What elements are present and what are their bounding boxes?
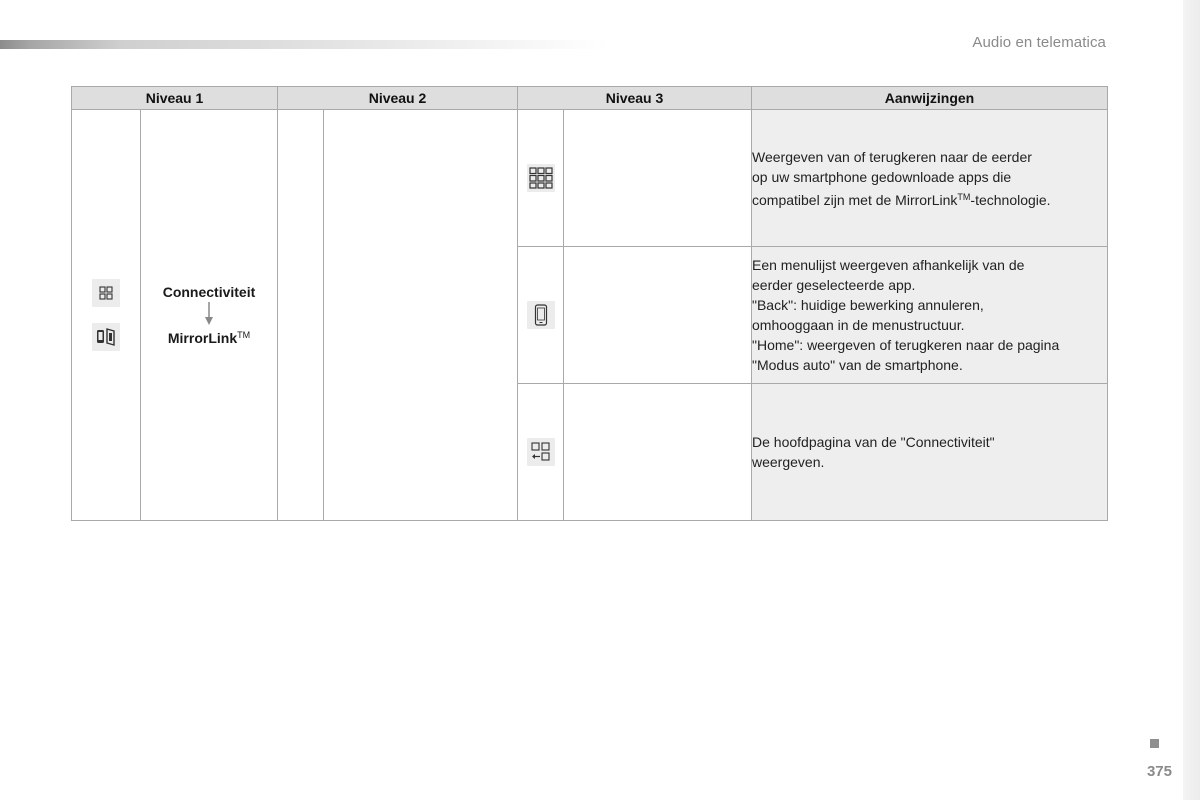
note-line: "Modus auto" van de smartphone. [752, 357, 963, 373]
level2-label-cell [324, 110, 518, 521]
smartphone-icon [527, 301, 555, 329]
note-line: eerder geselecteerde app. [752, 277, 916, 293]
header-aanwijzingen: Aanwijzingen [752, 87, 1108, 110]
level1-label-cell [141, 110, 278, 521]
note-line: Een menulijst weergeven afhankelijk van de [752, 257, 1025, 273]
page-edge-shade [1183, 0, 1200, 800]
trademark-mark: TM [237, 330, 251, 340]
mirrorlink-text: MirrorLink [167, 330, 238, 346]
note-cell [752, 384, 1108, 521]
level3-icon-cell [518, 384, 564, 521]
note-line: De hoofdpagina van de "Connectiviteit" [752, 434, 995, 450]
connectivity-home-icon [527, 438, 555, 466]
note-line: omhooggaan in de menustructuur. [752, 317, 965, 333]
level2-icon-cell [278, 110, 324, 521]
header-decorative-bar [0, 40, 610, 49]
table-row [72, 110, 1108, 247]
header-niveau-3: Niveau 3 [518, 87, 752, 110]
note-text: compatibel zijn met de MirrorLink [752, 191, 958, 208]
connectiviteit-label: Connectiviteit [162, 284, 256, 300]
note-cell [752, 247, 1108, 384]
menu-table [71, 86, 1108, 521]
page-number: 375 [1146, 763, 1172, 780]
note-line: "Home": weergeven of terugkeren naar de pagina [752, 337, 1060, 353]
mirrorlink-label [141, 330, 277, 346]
page-section-title: Audio en telematica [972, 34, 1106, 51]
note-text-tail: -technologie. [970, 191, 1051, 208]
level3-icon-cell [518, 110, 564, 247]
mirrorlink-phone-icon [92, 323, 120, 351]
table-header-row [72, 87, 1108, 110]
header-niveau-2: Niveau 2 [278, 87, 518, 110]
apps-grid-icon [527, 164, 555, 192]
connectivity-grid-icon [92, 279, 120, 307]
note-cell [752, 110, 1108, 247]
note-line: op uw smartphone gedownloade apps die [752, 168, 1012, 185]
page-marker [1150, 739, 1159, 748]
trademark-mark: TM [957, 191, 971, 202]
note-line: Weergeven van of terugkeren naar de eerder [752, 148, 1032, 165]
note-line: weergeven. [752, 454, 825, 470]
level3-icon-cell [518, 247, 564, 384]
level3-label-cell [564, 247, 752, 384]
level3-label-cell [564, 110, 752, 247]
level1-icon-cell [72, 110, 141, 521]
header-niveau-1: Niveau 1 [72, 87, 278, 110]
note-line: "Back": huidige bewerking annuleren, [752, 297, 984, 313]
note-line [752, 187, 1107, 210]
down-arrow-icon [141, 302, 277, 326]
level3-label-cell [564, 384, 752, 521]
